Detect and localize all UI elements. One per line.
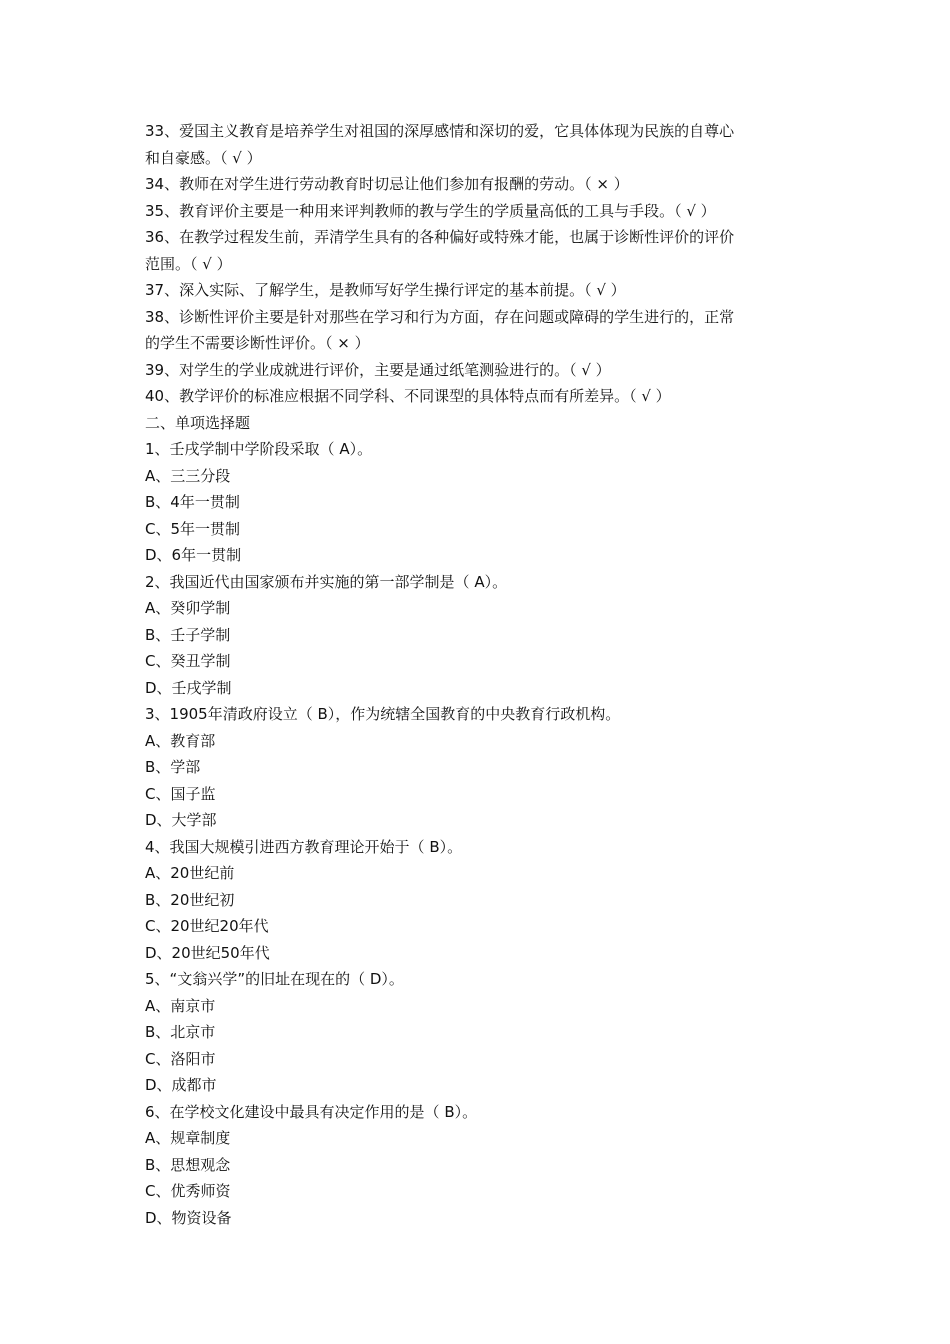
text-line-q33-a: 33、爱国主义教育是培养学生对祖国的深厚感情和深切的爱，它具体体现为民族的自尊心 [145, 122, 735, 140]
option-line: B、北京市 [145, 1023, 216, 1041]
option-line: C、优秀师资 [145, 1182, 231, 1200]
option-line: C、20世纪20年代 [145, 917, 269, 935]
option-line: A、教育部 [145, 731, 216, 750]
option-line: D、20世纪50年代 [145, 943, 270, 962]
option-line: A、20世纪前 [145, 864, 235, 882]
option-line: A、癸卯学制 [145, 599, 231, 617]
text-line-q33-b: 和自豪感。（ √ ） [145, 148, 262, 167]
option-line: D、大学部 [145, 811, 217, 829]
option-line: B、壬子学制 [145, 625, 231, 644]
question-3: 3、1905年清政府设立（ B），作为统辖全国教育的中央教育行政机构。 [145, 705, 621, 723]
text-line-q36-b: 范围。（ √ ） [145, 254, 232, 273]
option-line: C、国子监 [145, 784, 216, 803]
option-line: B、思想观念 [145, 1155, 231, 1174]
question-5: 5、“文翁兴学”的旧址在现在的（ D）。 [145, 970, 404, 988]
option-line: B、20世纪初 [145, 890, 235, 909]
option-line: B、学部 [145, 758, 201, 776]
text-line-q35: 35、教育评价主要是一种用来评判教师的教与学生的学质量高低的工具与手段。（ √ ） [145, 201, 716, 220]
option-line: D、物资设备 [145, 1208, 232, 1227]
option-line: C、癸丑学制 [145, 652, 231, 670]
text-line-q38-a: 38、诊断性评价主要是针对那些在学习和行为方面，存在问题或障碍的学生进行的，正常 [145, 307, 735, 326]
text-line-q37: 37、深入实际、了解学生，是教师写好学生操行评定的基本前提。（ √ ） [145, 281, 626, 299]
question-4: 4、我国大规模引进西方教育理论开始于（ B）。 [145, 837, 463, 856]
question-6: 6、在学校文化建设中最具有决定作用的是（ B）。 [145, 1102, 478, 1121]
option-line: D、6年一贯制 [145, 546, 242, 564]
section-heading: 二、单项选择题 [145, 413, 251, 432]
option-line: A、南京市 [145, 996, 216, 1015]
text-line-q34: 34、教师在对学生进行劳动教育时切忌让他们参加有报酬的劳动。（ × ） [145, 175, 629, 193]
document-page [145, 118, 807, 1231]
option-line: D、成都市 [145, 1076, 217, 1094]
question-2: 2、我国近代由国家颁布并实施的第一部学制是（ A）。 [145, 572, 508, 591]
text-line-q40: 40、教学评价的标准应根据不同学科、不同课型的具体特点而有所差异。（ √ ） [145, 387, 671, 405]
text-line-q39: 39、对学生的学业成就进行评价，主要是通过纸笔测验进行的。（ √ ） [145, 360, 611, 379]
option-line: C、5年一贯制 [145, 519, 241, 538]
option-line: D、壬戌学制 [145, 678, 232, 697]
text-line-q38-b: 的学生不需要诊断性评价。（ × ） [145, 334, 370, 352]
text-line-q36-a: 36、在教学过程发生前，弄清学生具有的各种偏好或特殊才能，也属于诊断性评价的评价 [145, 228, 735, 246]
option-line: C、洛阳市 [145, 1049, 216, 1068]
option-line: A、三三分段 [145, 466, 231, 485]
option-line: B、4年一贯制 [145, 493, 240, 511]
option-line: A、规章制度 [145, 1129, 231, 1147]
question-1: 1、壬戌学制中学阶段采取（ A）。 [145, 440, 373, 458]
